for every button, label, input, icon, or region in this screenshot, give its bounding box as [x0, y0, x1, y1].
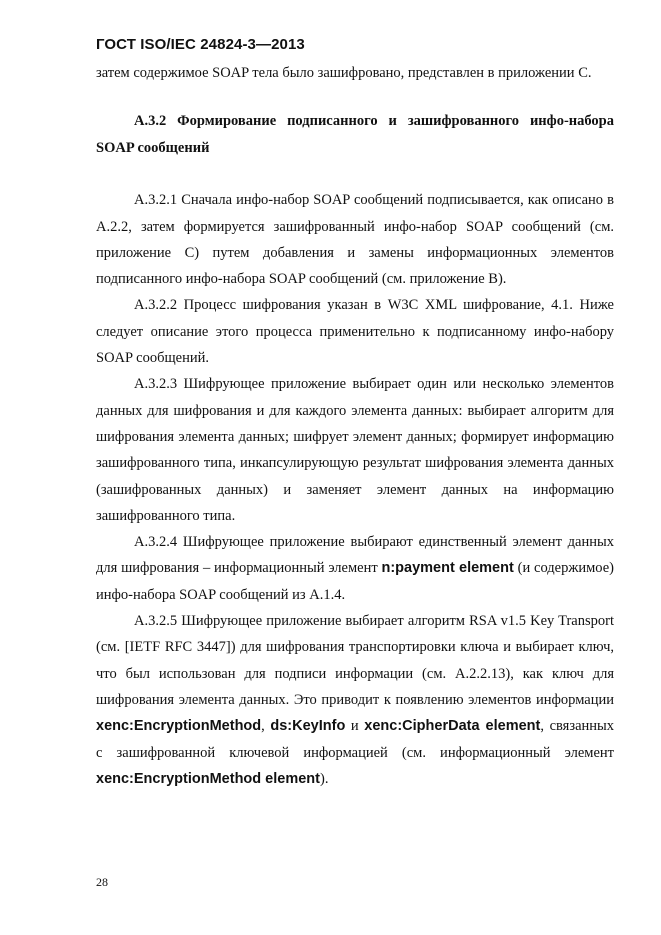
document-body [96, 60, 614, 792]
paragraph-a323: А.3.2.3 Шифрующее приложение выбирает один или несколько элементов данных для шифрования и для каждого элемента данных: выбирает алгоритм для шифрования элемента данных; шифрует элемент данных; формирует информацию зашифрованного типа, инкапсулирующую результат шифрования элемента данных (зашифрованных данных) и заменяет элемент данных на информацию зашифрованного типа. [96, 376, 614, 524]
code-term: xenc:EncryptionMethod element [96, 770, 320, 787]
section-heading: А.3.2 Формирование подписанного и зашифрованного инфо-набора SOAP сообщений [96, 113, 614, 156]
paragraph-text: (и содержимое) инфо-набора SOAP сообщений из А.1.4. [96, 560, 614, 603]
paragraph-text: А.3.2.5 Шифрующее приложение выбирает алгоритм RSA v1.5 Key Transport (см. [IETF RFC 3447]) для шифрования транспортировки ключа и выбирает ключ, что был использован для подписи информации (см. А.2.2.13), как ключ для шифрования элемента данных. Это приводит к появлению элементов информации [96, 613, 614, 708]
paragraph-text: А.3.2.4 Шифрующее приложение выбирают единственный элемент данных для шифрования – информационный элемент [96, 534, 614, 577]
page-number: 28 [96, 875, 108, 889]
paragraph-text: , [261, 718, 271, 735]
paragraph-text: ). [319, 770, 329, 787]
code-term: xenc:EncryptionMethod [96, 718, 262, 735]
document-header: ГОСТ ISO/IEC 24824-3—2013 [96, 36, 305, 53]
paragraph-a322: А.3.2.2 Процесс шифрования указан в W3C XML шифрование, 4.1. Ниже следует описание этого процесса применительно к подписанному инфо-набору SOAP сообщений. [96, 297, 614, 367]
code-term: n:payment element [381, 560, 514, 577]
code-term: xenc:CipherData element [364, 718, 541, 735]
paragraph-text: и [345, 718, 365, 735]
code-term: ds:KeyInfo [270, 718, 346, 735]
paragraph-a321: А.3.2.1 Сначала инфо-набор SOAP сообщений подписывается, как описано в А.2.2, затем формируется зашифрованный инфо-набор SOAP сообщений (см. приложение С) путем добавления и замены информационных элементов подписанного инфо-набора SOAP сообщений (см. приложение В). [96, 192, 614, 288]
paragraph-continuation: затем содержимое SOAP тела было зашифровано, представлен в приложении С. [96, 65, 592, 81]
paragraph-a324 [96, 529, 614, 608]
paragraph-text: , связанных с зашифрованной ключевой информацией (см. информационный элемент [96, 718, 615, 761]
paragraph-a325 [96, 608, 614, 792]
